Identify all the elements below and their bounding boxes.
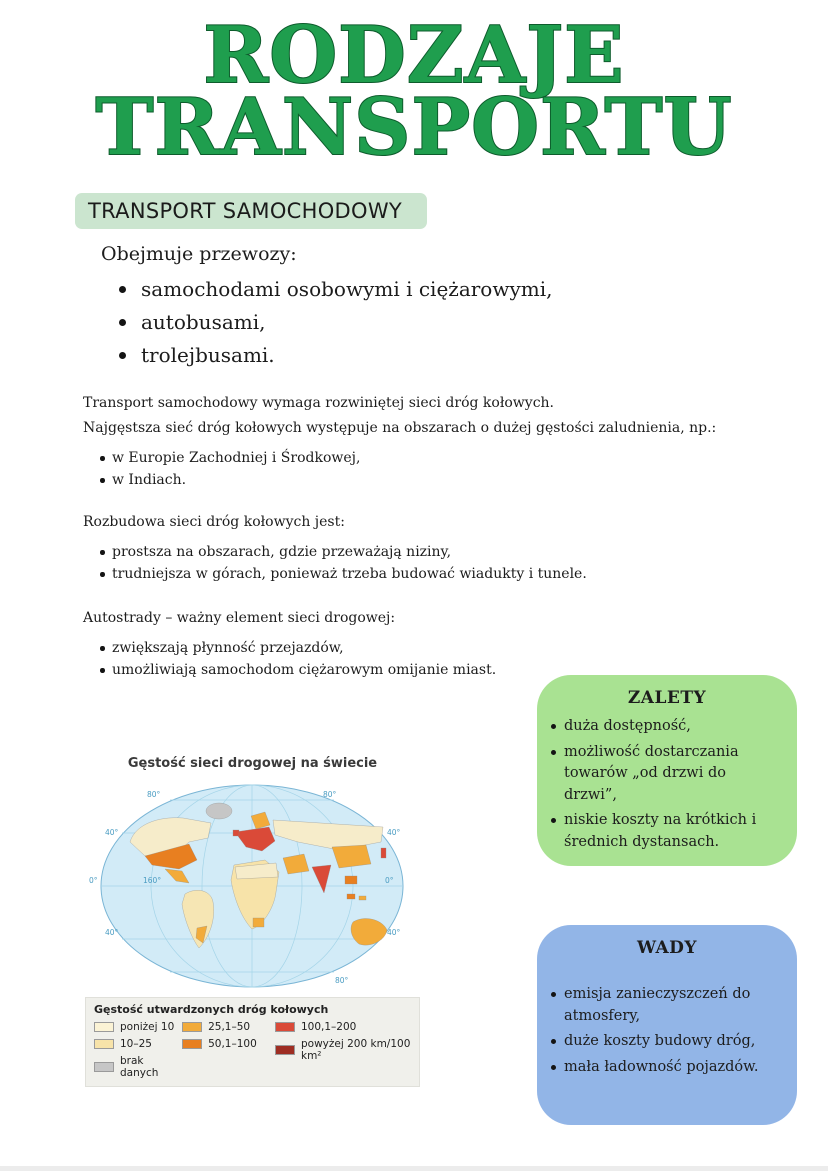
- map-lat-label: 40°: [387, 928, 401, 937]
- map-lat-label: 40°: [387, 828, 401, 837]
- legend-item: [182, 1021, 275, 1033]
- legend-item: [275, 1021, 411, 1033]
- disadvantages-list: [537, 984, 797, 1078]
- paragraph-network-expansion: [83, 510, 723, 585]
- advantages-title: ZALETY: [627, 688, 707, 708]
- legend-column: [94, 1021, 182, 1079]
- legend-item: [94, 1055, 182, 1079]
- advantages-box: [537, 675, 797, 866]
- list-item: trudniejsza w górach, ponieważ trzeba budować wiadukty i tunele.: [100, 563, 723, 585]
- list-item: w Indiach.: [100, 469, 723, 491]
- page-title-line2: TRANSPORTU: [95, 82, 733, 173]
- world-map-image: [85, 780, 420, 992]
- legend-label: 25,1–50: [208, 1021, 251, 1033]
- paragraph-line: Autostrady – ważny element sieci drogowej:: [83, 610, 396, 626]
- legend-swatch: [182, 1039, 202, 1049]
- legend-label: powyżej 200 km/100 km²: [301, 1038, 411, 1062]
- map-lat-label: 40°: [105, 828, 119, 837]
- bullet-list: [83, 541, 723, 585]
- map-title: Gęstość sieci drogowej na świecie: [127, 756, 378, 771]
- list-item: niskie koszty na krótkich i średnich dystansach.: [551, 810, 781, 853]
- bullet-list: [83, 447, 723, 491]
- map-lat-label: 80°: [335, 976, 349, 985]
- intro-text: Obejmuje przewozy:: [101, 243, 297, 265]
- section-header-transport-samochodowy: TRANSPORT SAMOCHODOWY: [75, 193, 427, 229]
- list-item: zwiększają płynność przejazdów,: [100, 637, 723, 659]
- paragraph-line: Najgęstsza sieć dróg kołowych występuje na obszarach o dużej gęstości zaludnienia, np.:: [83, 420, 717, 436]
- legend-swatch: [94, 1039, 114, 1049]
- legend-title: Gęstość utwardzonych dróg kołowych: [94, 1003, 329, 1016]
- list-item: możliwość dostarczania towarów „od drzwi do drzwi”,: [551, 742, 781, 807]
- legend-label: 10–25: [120, 1038, 152, 1050]
- legend-columns: [94, 1021, 411, 1079]
- legend-column: [275, 1021, 411, 1079]
- paragraph-road-density: [83, 391, 723, 491]
- page-title: [0, 10, 828, 173]
- page-bottom-edge: [0, 1166, 828, 1171]
- legend-item: [182, 1038, 275, 1050]
- legend-swatch: [94, 1062, 114, 1072]
- list-item: umożliwiają samochodom ciężarowym omijanie miast.: [100, 659, 723, 681]
- list-item: duża dostępność,: [551, 716, 781, 738]
- advantages-list: [537, 716, 797, 853]
- list-item: trolejbusami.: [119, 342, 552, 368]
- map-lat-label: 80°: [147, 790, 161, 799]
- map-lat-label: 0°: [89, 876, 98, 885]
- paragraph-line: Transport samochodowy wymaga rozwiniętej sieci dróg kołowych.: [83, 395, 554, 411]
- list-item: prostsza na obszarach, gdzie przeważają niziny,: [100, 541, 723, 563]
- disadvantages-title: WADY: [636, 938, 698, 958]
- list-item: autobusami,: [119, 309, 552, 335]
- legend-swatch: [275, 1045, 295, 1055]
- paragraph-line: Rozbudowa sieci dróg kołowych jest:: [83, 514, 345, 530]
- disadvantages-box: [537, 925, 797, 1125]
- map-legend: [85, 997, 420, 1087]
- legend-label: brak danych: [120, 1055, 159, 1079]
- list-item: mała ładowność pojazdów.: [551, 1057, 781, 1079]
- legend-label: 100,1–200: [301, 1021, 357, 1033]
- map-lon-label: 0°: [385, 876, 394, 885]
- legend-label: poniżej 10: [120, 1021, 175, 1033]
- intro-bullet-list: [119, 276, 552, 375]
- map-lon-label: 160°: [143, 876, 162, 885]
- legend-label: 50,1–100: [208, 1038, 257, 1050]
- legend-swatch: [94, 1022, 114, 1032]
- legend-swatch: [275, 1022, 295, 1032]
- legend-column: [182, 1021, 275, 1079]
- page-title-line1: RODZAJE: [203, 10, 625, 101]
- legend-item: [275, 1038, 411, 1062]
- legend-item: [94, 1021, 182, 1033]
- list-item: duże koszty budowy dróg,: [551, 1031, 781, 1053]
- paragraph-highways: [83, 606, 723, 681]
- list-item: emisja zanieczyszczeń do atmosfery,: [551, 984, 781, 1027]
- legend-swatch: [182, 1022, 202, 1032]
- list-item: w Europie Zachodniej i Środkowej,: [100, 447, 723, 469]
- legend-item: [94, 1038, 182, 1050]
- list-item: samochodami osobowymi i ciężarowymi,: [119, 276, 552, 302]
- map-lat-label: 80°: [323, 790, 337, 799]
- map-figure: [85, 756, 420, 1087]
- map-lat-label: 40°: [105, 928, 119, 937]
